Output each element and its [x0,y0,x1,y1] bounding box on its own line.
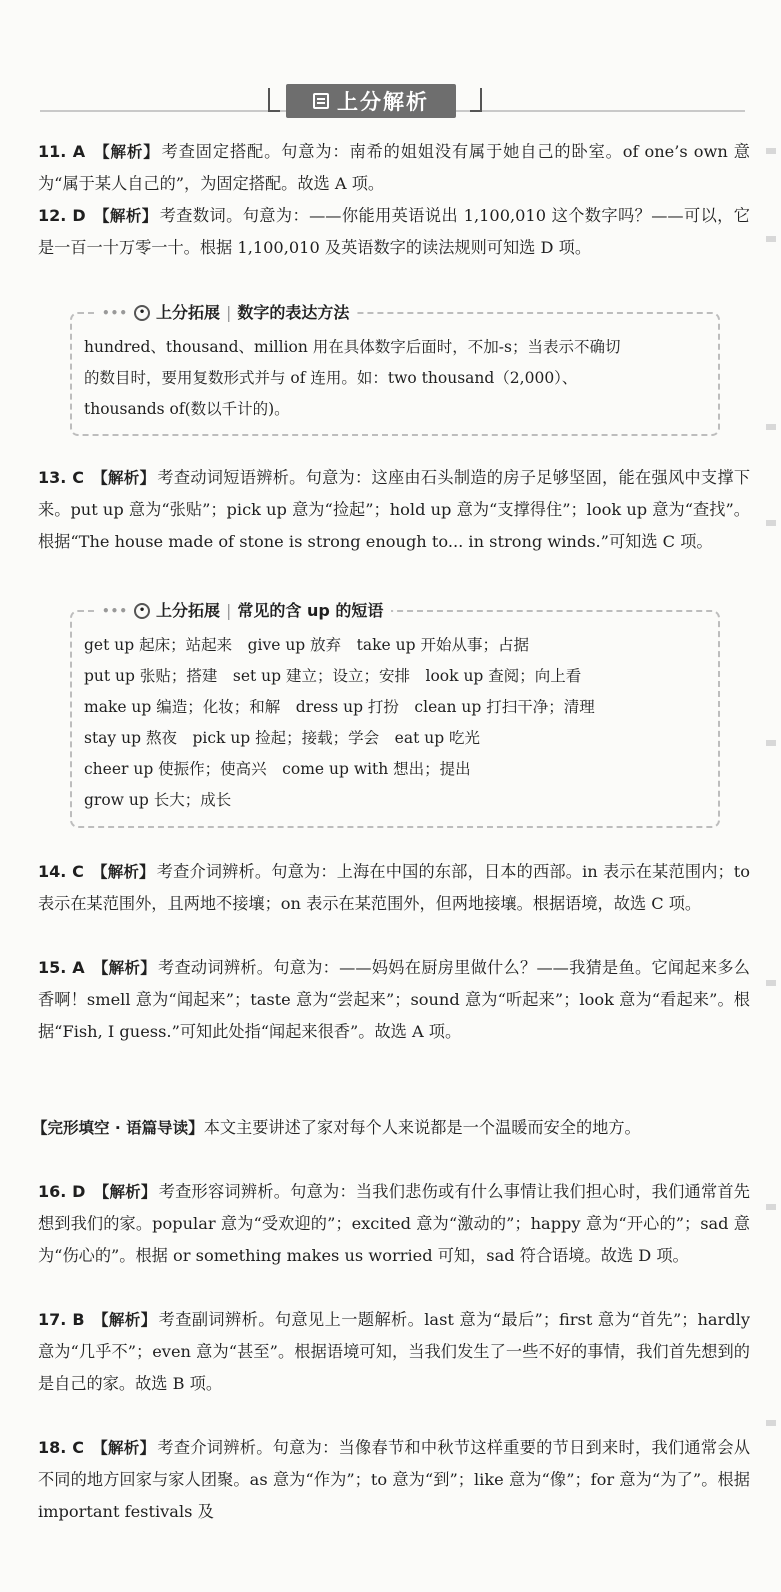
answer-item-18 [38,1432,750,1528]
expansion-box-up-phrases [70,601,720,828]
box-line: 的数目时，要用复数形式并与 of 连用。如：two thousand（2,000）、 [84,369,578,387]
item-text: 考查动词辨析。句意为：——妈妈在厨房里做什么？——我猜是鱼。它闻起来多么香啊！smell 意为“闻起来”；taste 意为“尝起来”；sound 意为“听起来”；look 意为“看起来”。根据“Fish, I guess.”可知此处指“闻起来很香”。故选 A 项。 [38,958,750,1041]
item-number: 18. C [38,1438,84,1457]
box-line: hundred、thousand、million 用在具体数字后面时，不加-s；当表示不确切 [84,338,621,356]
item-number: 14. C [38,862,84,881]
analysis-tag: 【解析】 [92,959,156,977]
expansion-box-numbers [70,303,720,436]
book-icon [313,93,329,109]
item-text: 考查数词。句意为：——你能用英语说出 1,100,010 这个数字吗？——可以，它是一百一十万零一十。根据 1,100,010 及英语数字的读法规则可知选 D 项。 [38,206,750,257]
box-header [94,599,391,623]
analysis-tag: 【解析】 [92,1311,157,1329]
item-number: 11. A [38,142,86,161]
box-line: make up 编造；化妆；和解 dress up 打扮 clean up 打扫干净；清理 [84,698,595,716]
answer-item-14 [38,856,750,920]
box-line: cheer up 使振作；使高兴 come up with 想出；提出 [84,760,471,778]
item-text: 考查动词短语辨析。句意为：这座由石头制造的房子足够坚固，能在强风中支撑下来。put up 意为“张贴”；pick up 意为“捡起”；hold up 意为“支撑得住”；look up 意为“查找”。根据“The house made of stone is strong enough to... in strong winds.”可知选 C 项。 [38,468,751,551]
item-number: 17. B [38,1310,85,1329]
edge-mark [766,148,776,154]
box-line: put up 张贴；搭建 set up 建立；设立；安排 look up 查阅；向上看 [84,667,582,685]
box-line: stay up 熬夜 pick up 捡起；接载；学会 eat up 吃光 [84,729,481,747]
box-body [84,630,706,816]
box-line: thousands of(数以千计的)。 [84,400,290,418]
header-bracket-right [470,88,482,112]
box-separator: | [226,601,232,620]
answer-item-13 [38,462,750,558]
box-header [94,301,357,325]
answer-item-17 [38,1304,750,1400]
dots-decoration: ••• [102,306,129,320]
box-label: 上分拓展 [156,601,221,620]
edge-mark [766,980,776,986]
item-text: 考查固定搭配。句意为：南希的姐姐没有属于她自己的卧室。of one’s own 意为“属于某人自己的”，为固定搭配。故选 A 项。 [38,142,750,193]
dots-decoration: ••• [102,604,129,618]
edge-mark [766,424,776,430]
edge-mark [766,1204,776,1210]
section-title: 上分解析 [337,90,429,114]
edge-mark [766,740,776,746]
guide-tag: 【完形填空 · 语篇导读】 [32,1119,204,1137]
edge-mark [766,236,776,242]
section-banner [286,84,456,118]
answer-item-15 [38,952,750,1048]
answer-item-12 [38,200,750,264]
box-topic: 数字的表达方法 [237,303,350,322]
item-text: 考查介词辨析。句意为：上海在中国的东部，日本的西部。in 表示在某范围内；to 表示在某范围外，且两地不接壤；on 表示在某范围外，但两地接壤。根据语境，故选 C 项。 [38,862,751,913]
guide-text: 本文主要讲述了家对每个人来说都是一个温暖而安全的地方。 [203,1118,641,1137]
analysis-tag: 【解析】 [91,469,156,487]
header-bracket-left [268,88,280,112]
box-separator: | [226,303,232,322]
edge-mark [766,1420,776,1426]
analysis-tag: 【解析】 [93,207,158,225]
item-number: 12. D [38,206,86,225]
target-icon: • [134,603,150,619]
analysis-tag: 【解析】 [91,1439,156,1457]
answer-item-16 [38,1176,750,1272]
item-number: 16. D [38,1182,86,1201]
box-topic: 常见的含 up 的短语 [237,601,384,620]
cloze-guide [32,1112,748,1144]
analysis-tag: 【解析】 [93,143,160,161]
edge-mark [766,520,776,526]
analysis-tag: 【解析】 [91,863,155,881]
item-number: 13. C [38,468,84,487]
item-number: 15. A [38,958,85,977]
target-icon: • [134,305,150,321]
box-label: 上分拓展 [156,303,221,322]
item-text: 考查副词辨析。句意见上一题解析。last 意为“最后”；first 意为“首先”；hardly 意为“几乎不”；even 意为“甚至”。根据语境可知，当我们发生了一些不好的事情，我们首先想到的是自己的家。故选 B 项。 [38,1310,750,1393]
box-line: get up 起床；站起来 give up 放弃 take up 开始从事；占据 [84,636,529,654]
box-line: grow up 长大；成长 [84,791,232,809]
box-body [84,332,706,425]
answer-item-11 [38,136,750,200]
analysis-tag: 【解析】 [93,1183,157,1201]
item-text: 考查介词辨析。句意为：当像春节和中秋节这样重要的节日到来时，我们通常会从不同的地方回家与家人团聚。as 意为“作为”；to 意为“到”；like 意为“像”；for 意为“为了”。根据 important festivals 及 [38,1438,751,1521]
item-text: 考查形容词辨析。句意为：当我们悲伤或有什么事情让我们担心时，我们通常首先想到我们的家。popular 意为“受欢迎的”；excited 意为“激动的”；happy 意为“开心的”；sad 意为“伤心的”。根据 or something makes us worried 可知，sad 符合语境。故选 D 项。 [38,1182,750,1265]
